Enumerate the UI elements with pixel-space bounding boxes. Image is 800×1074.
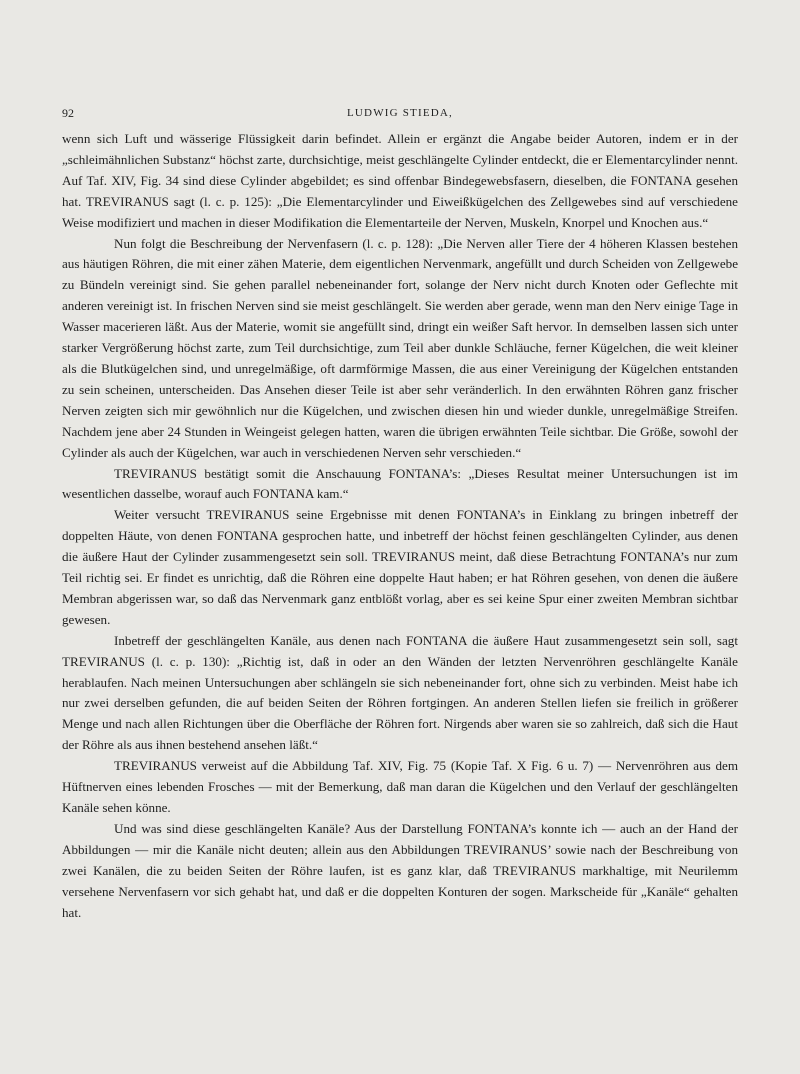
page-header xyxy=(62,103,738,123)
paragraph: TREVIRANUS bestätigt somit die Anschauung FONTANA’s: „Dieses Resultat meiner Untersuchungen ist im wesentlichen dasselbe, worauf auch FONTANA kam.“ xyxy=(62,465,738,502)
paragraph: Nun folgt die Beschreibung der Nervenfasern (l. c. p. 128): „Die Nerven aller Tiere der 4 höheren Klassen bestehen aus häutigen Röhren, die mit einer zähen Materie, dem eigentlichen Nervenmark, angefüllt und durch Scheiden von Zellgewebe zu Bündeln vereinigt sind. Sie gehen parallel nebeneinander fort, solange der Nerv nicht durch Knoten oder Geflechte mit anderen vereinigt ist. In frischen Nerven sind sie meist geschlängelt. Sie werden aber gerade, wenn man den Nerv einige Tage in Wasser macerieren läßt. Aus der Materie, womit sie angefüllt sind, dringt ein weißer Saft hervor. In demselben lassen sich unter starker Vergrößerung höchst zarte, zum Teil durchsichtige, zum Teil aber dunkle Schläuche, ferner Kügelchen, die weit kleiner als die Blutkügelchen sind, und unregelmäßige, oft darmförmige Massen, die aus einer Vereinigung der Kügelchen entstanden zu sein scheinen, unterscheiden. Das Ansehen dieser Teile ist aber sehr veränderlich. In den erwähnten Röhren ganz frischer Nerven zeigten sich mir gewöhnlich nur die Kügelchen, und zwischen diesen hin und wieder dunkle, unregelmäßige Streifen. Nachdem jene aber 24 Stunden in Weingeist gelegen hatten, waren die übrigen erwähnten Teile sichtbar. Die Größe, sowohl der Cylinder als auch der Kügelchen, war auch in verschiedenen Nerven sehr verschieden.“ xyxy=(62,235,738,460)
paragraph: Inbetreff der geschlängelten Kanäle, aus denen nach FONTANA die äußere Haut zusammengesetzt sein soll, sagt TREVIRANUS (l. c. p. 130): „Richtig ist, daß in oder an den Wänden der letzten Nervenröhren geschlängelte Kanäle herablaufen. Nach meinen Untersuchungen aber schlängeln sie sich nebeneinander fort, ohne sich zu verbinden. Meist habe ich nur zwei derselben gefunden, die auf beiden Seiten der Röhren fortgingen. An anderen Stellen liefen sie freilich in größerer Menge und nach allen Richtungen über die Oberfläche der Röhren fort. Nirgends aber waren sie so zahlreich, daß sich die Haut der Röhre als aus ihnen bestehend ansehen läßt.“ xyxy=(62,632,738,753)
paragraph: TREVIRANUS verweist auf die Abbildung Taf. XIV, Fig. 75 (Kopie Taf. X Fig. 6 u. 7) — Nervenröhren aus dem Hüftnerven eines lebenden Frosches — mit der Bemerkung, daß man daran die Kügelchen und den Verlauf der geschlängelten Kanäle sehen könne. xyxy=(62,758,738,815)
page-number: 92 xyxy=(62,106,74,120)
running-head: LUDWIG STIEDA, xyxy=(346,107,453,119)
paragraph: Und was sind diese geschlängelten Kanäle? Aus der Darstellung FONTANA’s konnte ich — auch an der Hand der Abbildungen — mir die Kanäle nicht deuten; allein aus den Abbildungen TREVIRANUS’ sowie nach der Beschreibung von zwei Kanälen, die zu beiden Seiten der Röhre laufen, ist es ganz klar, daß TREVIRANUS markhaltige, mit Neurilemm versehene Nervenfasern vor sich gehabt hat, und daß er die doppelten Konturen der sogen. Markscheide für „Kanäle“ gehalten hat. xyxy=(62,820,738,920)
paragraph: wenn sich Luft und wässerige Flüssigkeit darin befindet. Allein er ergänzt die Angabe beider Autoren, indem er in der „schleimähnlichen Substanz“ höchst zarte, durchsichtige, meist geschlängelte Cylinder entdeckt, die er Elementarcylinder nennt. Auf Taf. XIV, Fig. 34 sind diese Cylinder abgebildet; es sind offenbar Bindegewebsfasern, dieselben, die FONTANA gesehen hat. TREVIRANUS sagt (l. c. p. 125): „Die Elementarcylinder und Eiweißkügelchen des Zellgewebes sind auf verschiedene Weise modifiziert und machen in dieser Modifikation die Elementarteile der Nerven, Muskeln, Knorpel und Knochen aus.“ xyxy=(62,131,738,230)
paragraph: Weiter versucht TREVIRANUS seine Ergebnisse mit denen FONTANA’s in Einklang zu bringen inbetreff der doppelten Häute, von denen FONTANA gesprochen hatte, und inbetreff der höchst feinen geschlängelten Cylinder, aus denen die äußere Haut der Cylinder zusammengesetzt sein soll. TREVIRANUS meint, daß diese Betrachtung FONTANA’s nur zum Teil richtig sei. Er findet es unrichtig, daß die Röhren eine doppelte Haut haben; er hat Röhren gesehen, von denen die äußere Membran abgerissen war, so daß das Nervenmark ganz entblößt vorlag, aber es sei keine Spur einer zweiten Membran sichtbar gewesen. xyxy=(62,507,738,627)
body-text xyxy=(62,129,738,923)
